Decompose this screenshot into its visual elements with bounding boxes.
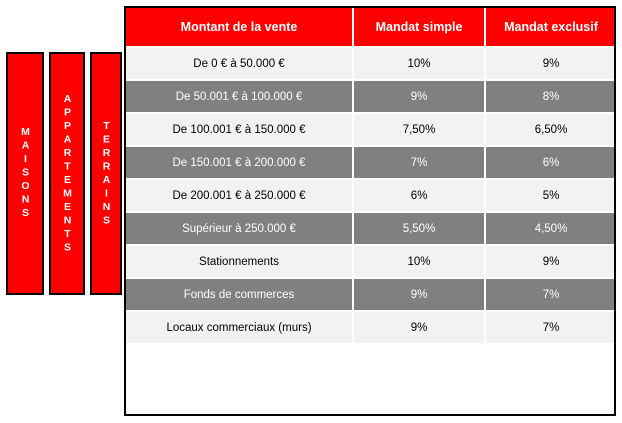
row-exclusif-value: 4,50% [485,212,617,245]
category-block-appartements [49,52,85,295]
table-row [125,146,617,179]
table-row [125,47,617,80]
row-exclusif-value: 7% [485,311,617,344]
table-row [125,179,617,212]
row-simple-value: 10% [353,245,485,278]
category-label-terrains: TERRAINS [100,119,113,228]
row-label: Locaux commerciaux (murs) [125,311,353,344]
category-label-appartements: APPARTEMENTS [61,92,74,255]
row-simple-value: 5,50% [353,212,485,245]
row-simple-value: 9% [353,80,485,113]
category-label-maisons: MAISONS [19,126,32,221]
table-row [125,113,617,146]
table-row [125,80,617,113]
row-simple-value: 7,50% [353,113,485,146]
row-exclusif-value: 9% [485,47,617,80]
row-exclusif-value: 6,50% [485,113,617,146]
row-label: De 100.001 € à 150.000 € [125,113,353,146]
category-block-terrains [90,52,122,295]
table-row [125,245,617,278]
row-label: Stationnements [125,245,353,278]
row-label: De 150.001 € à 200.000 € [125,146,353,179]
row-simple-value: 9% [353,278,485,311]
row-simple-value: 10% [353,47,485,80]
property-category-labels [6,52,124,295]
table-header [125,7,617,47]
row-simple-value: 7% [353,146,485,179]
row-simple-value: 6% [353,179,485,212]
category-block-maisons [6,52,44,295]
row-simple-value: 9% [353,311,485,344]
row-exclusif-value: 9% [485,245,617,278]
row-exclusif-value: 6% [485,146,617,179]
commission-rates-table [124,6,618,345]
table-row [125,311,617,344]
row-label: De 200.001 € à 250.000 € [125,179,353,212]
row-label: Fonds de commerces [125,278,353,311]
row-exclusif-value: 8% [485,80,617,113]
table-header-row [125,7,617,47]
header-mandat-simple: Mandat simple [353,7,485,47]
row-exclusif-value: 5% [485,179,617,212]
table-body [125,47,617,344]
table-row [125,212,617,245]
table-row [125,278,617,311]
header-amount: Montant de la vente [125,7,353,47]
row-label: De 50.001 € à 100.000 € [125,80,353,113]
row-label: De 0 € à 50.000 € [125,47,353,80]
row-label: Supérieur à 250.000 € [125,212,353,245]
header-mandat-exclusif: Mandat exclusif [485,7,617,47]
row-exclusif-value: 7% [485,278,617,311]
